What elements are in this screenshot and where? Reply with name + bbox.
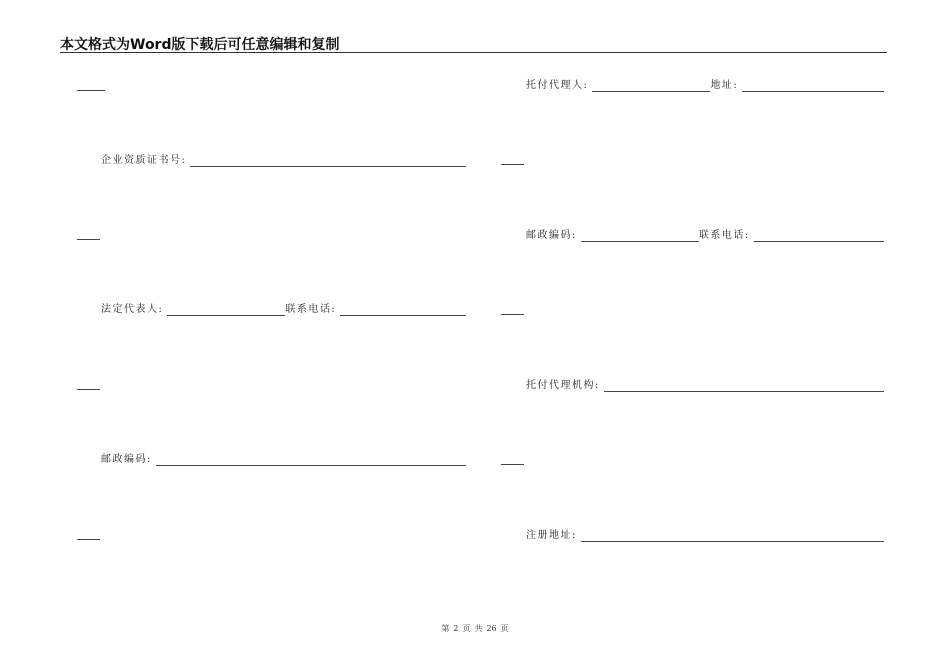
address-blank[interactable] [742,80,884,92]
footer-total-unit: 页 [500,624,509,633]
right-contact-phone-blank[interactable] [754,230,884,242]
agent-blank[interactable] [592,80,710,92]
footer-prefix: 第 [441,624,450,633]
qualification-number-field [101,155,466,167]
agency-field [526,380,884,392]
right-postal-code-label: 邮政编码: [526,230,577,241]
legal-representative-row [101,304,466,316]
postal-code-field [101,454,466,466]
blank-line-stub [501,164,524,165]
registered-address-field [526,530,884,542]
qualification-number-blank[interactable] [190,155,466,167]
right-contact-phone-label: 联系电话: [698,230,750,241]
right-postal-code-row [526,230,884,242]
footer-page-number: 2 [453,624,459,633]
page-footer [0,623,950,634]
blank-line-stub [501,314,524,315]
footer-total-prefix: 共 [474,624,483,633]
blank-line-stub [77,389,100,390]
legal-representative-blank[interactable] [167,304,285,316]
address-label: 地址: [710,80,739,91]
postal-code-blank[interactable] [156,454,466,466]
blank-line-stub [77,90,105,91]
blank-line-stub [501,464,524,465]
registered-address-label: 注册地址: [526,530,577,541]
agency-blank[interactable] [604,380,884,392]
agent-label: 托付代理人: [526,80,589,91]
contact-phone-blank[interactable] [340,304,466,316]
agency-label: 托付代理机构: [526,380,600,391]
registered-address-blank[interactable] [581,530,884,542]
right-postal-code-blank[interactable] [581,230,699,242]
legal-representative-label: 法定代表人: [101,304,164,315]
header-divider [60,52,887,53]
contact-phone-label: 联系电话: [285,304,337,315]
agent-row [526,80,884,92]
qualification-number-label: 企业资质证书号: [101,155,187,166]
blank-line-stub [77,539,100,540]
blank-line-stub [77,239,100,240]
postal-code-label: 邮政编码: [101,454,152,465]
document-header-title: 本文格式为Word版下载后可任意编辑和复制 [60,37,340,53]
footer-total-pages: 26 [486,624,497,633]
footer-page-unit: 页 [462,624,471,633]
